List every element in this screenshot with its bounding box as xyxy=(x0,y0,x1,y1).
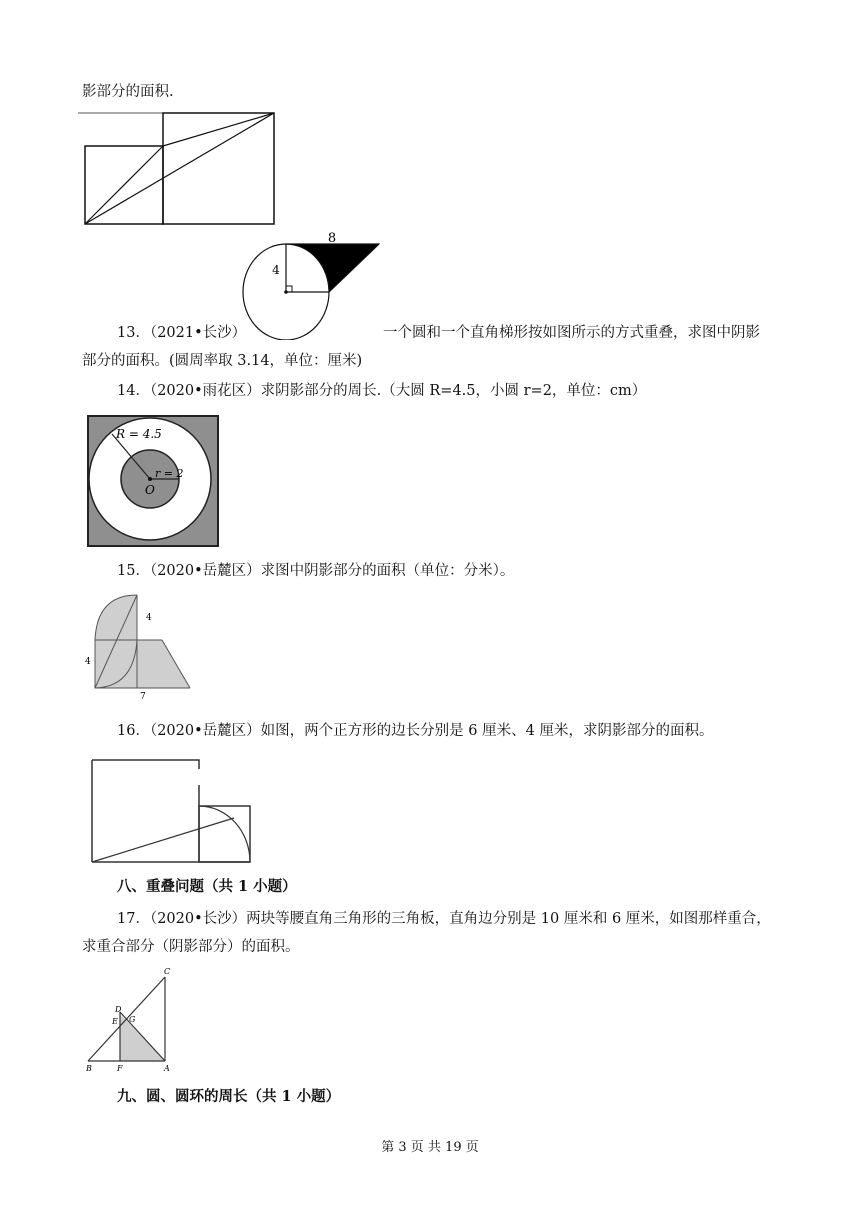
figure-q14 xyxy=(86,414,221,549)
q17-number: 17． xyxy=(117,911,150,927)
q17-label-F: F xyxy=(117,1064,123,1073)
q17-line-a xyxy=(117,909,771,929)
q14-source: （2020•雨花区） xyxy=(149,383,261,399)
q16-line xyxy=(117,721,713,741)
q17-label-D: D xyxy=(115,1005,122,1014)
q17-label-B: B xyxy=(86,1064,92,1073)
q17-label-E: E xyxy=(112,1017,118,1026)
q16-source: （2020•岳麓区） xyxy=(149,723,261,739)
q17-source: （2020•长沙） xyxy=(149,911,247,927)
q16-number: 16． xyxy=(117,723,150,739)
q16-quarter-arc xyxy=(199,806,250,862)
q13-label-left: 4 xyxy=(272,263,280,277)
figure-q13 xyxy=(236,232,386,340)
q16-small-square xyxy=(199,806,250,862)
q13-label-top: 8 xyxy=(327,232,337,246)
q13-number: 13． xyxy=(117,325,150,341)
q13-text-a: 一个圆和一个直角梯形按如图所示的方式重叠，求图中阴影 xyxy=(383,325,760,341)
q14-center-dot xyxy=(148,477,152,481)
q17-label-A: A xyxy=(164,1064,170,1073)
q14-number: 14． xyxy=(117,383,150,399)
q12-connector-line xyxy=(163,113,274,146)
figure-q15 xyxy=(82,590,194,702)
q13-prefix xyxy=(117,323,246,343)
q15-label-4-right: 4 xyxy=(146,613,152,623)
q15-number: 15． xyxy=(117,563,150,579)
q13-source: （2021•长沙） xyxy=(149,325,247,341)
q17-text-a: 两块等腰直角三角形的三角板，直角边分别是 10 厘米和 6 厘米，如图那样重合， xyxy=(246,911,771,927)
q15-label-7: 7 xyxy=(140,692,146,702)
q15-label-4-left: 4 xyxy=(85,657,91,667)
q16-text: 如图，两个正方形的边长分别是 6 厘米、4 厘米，求阴影部分的面积。 xyxy=(260,723,714,739)
q15-line xyxy=(117,561,514,581)
q14-label-O: O xyxy=(145,483,155,497)
q16-large-square-top xyxy=(92,760,199,769)
q16-diagonal xyxy=(92,818,234,862)
q17-label-C: C xyxy=(164,967,171,976)
q12-long-diagonal xyxy=(85,113,274,224)
q13-shaded-region xyxy=(286,244,379,292)
q14-text: 求阴影部分的周长.（大圆 R=4.5，小圆 r=2，单位：cm） xyxy=(260,383,647,399)
figure-q12 xyxy=(78,108,283,232)
section-8-heading: 八、重叠问题（共 1 小题） xyxy=(117,878,297,895)
q17-label-G: G xyxy=(129,1015,136,1024)
q14-label-R: R = 4.5 xyxy=(116,427,162,441)
page-footer: 第 3 页 共 19 页 xyxy=(381,1140,479,1155)
q13-text-b: 部分的面积。(圆周率取 3.14，单位：厘米) xyxy=(82,353,363,369)
q14-label-r: r = 2 xyxy=(155,467,184,480)
section-9-heading: 九、圆、圆环的周长（共 1 小题） xyxy=(117,1088,341,1105)
figure-q17 xyxy=(82,964,182,1076)
q17-text-b: 求重合部分（阴影部分）的面积。 xyxy=(82,939,300,955)
q13-center-dot xyxy=(284,290,288,294)
intro-line: 影部分的面积. xyxy=(82,84,174,100)
q14-line xyxy=(117,381,646,401)
q15-text: 求图中阴影部分的面积（单位：分米）。 xyxy=(260,563,515,579)
q15-source: （2020•岳麓区） xyxy=(149,563,261,579)
figure-q16 xyxy=(86,755,258,867)
